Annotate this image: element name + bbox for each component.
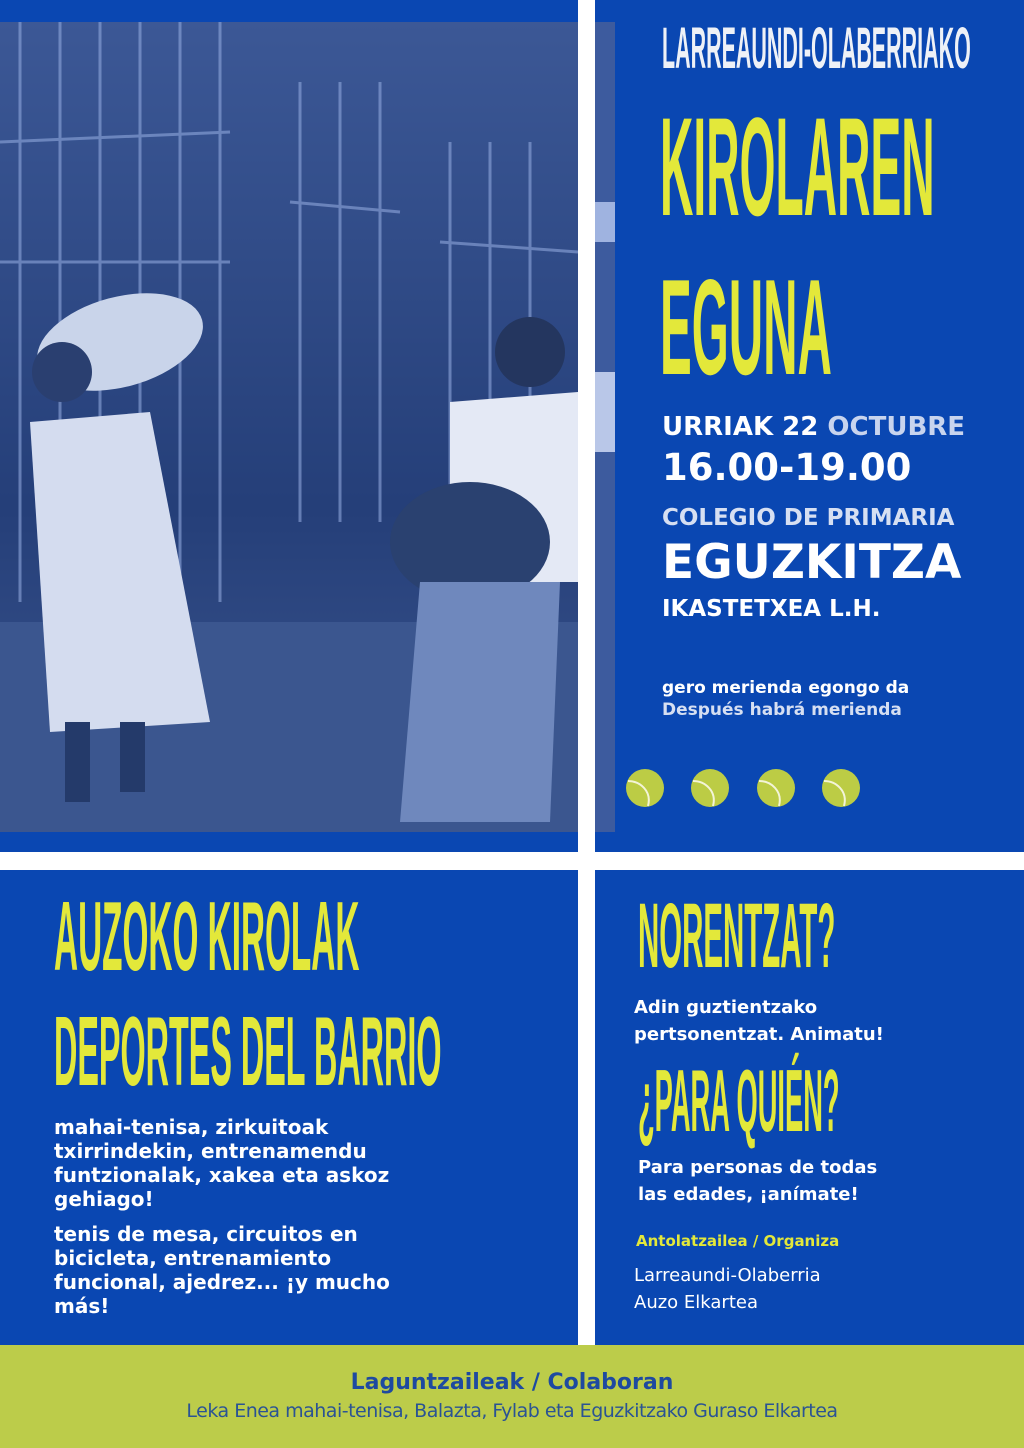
text-line: tenis de mesa, circuitos en	[54, 1222, 358, 1246]
text-line: Adin guztientzako	[634, 997, 818, 1018]
sports-heading-eu: AUZOKO KIROLAK	[54, 881, 360, 991]
sports-text-es	[54, 1222, 390, 1318]
text-line: bicicleta, entrenamiento	[54, 1246, 332, 1270]
tennis-ball-icon	[822, 769, 860, 807]
date-es: OCTUBRE	[827, 412, 966, 442]
text-line: funcional, ajedrez... ¡y mucho	[54, 1270, 390, 1294]
text-line: Larreaundi-Olaberria	[634, 1265, 821, 1286]
sponsors-footer	[0, 1345, 1024, 1448]
main-title-line1: KIROLAREN	[660, 88, 935, 245]
main-title-line2: EGUNA	[660, 251, 832, 403]
tennis-ball-icon	[691, 769, 729, 807]
text-line: funtzionalak, xakea eta askoz	[54, 1163, 390, 1187]
text-line: gehiago!	[54, 1187, 154, 1211]
venue-name: EGUZKITZA	[662, 535, 962, 590]
divider-vertical	[578, 0, 595, 1345]
organizer-name	[634, 1262, 821, 1316]
text-line: pertsonentzat. Animatu!	[634, 1024, 884, 1045]
event-date	[662, 412, 965, 443]
snack-es: Después habrá merienda	[662, 700, 902, 720]
audience-text-eu	[634, 994, 884, 1048]
neighborhood-title: LARREAUNDI-OLABERRIAKO	[662, 16, 971, 81]
sponsors-label: Laguntzaileak / Colaboran	[350, 1370, 674, 1395]
date-eu: URRIAK 22	[662, 412, 819, 442]
event-time: 16.00-19.00	[662, 446, 912, 489]
divider-horizontal	[0, 852, 1024, 870]
venue-line1: COLEGIO DE PRIMARIA	[662, 505, 955, 531]
sports-text-eu	[54, 1115, 389, 1211]
historic-photo	[0, 22, 578, 832]
text-line: Auzo Elkartea	[634, 1292, 758, 1313]
sponsors-list: Leka Enea mahai-tenisa, Balazta, Fylab eta Eguzkitzako Guraso Elkartea	[186, 1400, 838, 1422]
audience-text-es	[638, 1154, 877, 1208]
sports-heading-es: DEPORTES DEL BARRIO	[54, 996, 442, 1106]
audience-heading-eu: NORENTZAT?	[638, 885, 836, 987]
snack-eu: gero merienda egongo da	[662, 678, 910, 698]
photo-strip	[595, 22, 615, 832]
text-line: más!	[54, 1294, 110, 1318]
tennis-ball-icon	[757, 769, 795, 807]
text-line: mahai-tenisa, zirkuitoak	[54, 1115, 329, 1139]
venue-line3: IKASTETXEA L.H.	[662, 596, 881, 622]
organizer-label: Antolatzailea / Organiza	[636, 1232, 840, 1250]
tennis-ball-icon	[626, 769, 664, 807]
audience-heading-es: ¿PARA QUIÉN?	[638, 1051, 840, 1150]
text-line: txirrindekin, entrenamendu	[54, 1139, 367, 1163]
text-line: las edades, ¡anímate!	[638, 1184, 859, 1205]
text-line: Para personas de todas	[638, 1157, 878, 1178]
